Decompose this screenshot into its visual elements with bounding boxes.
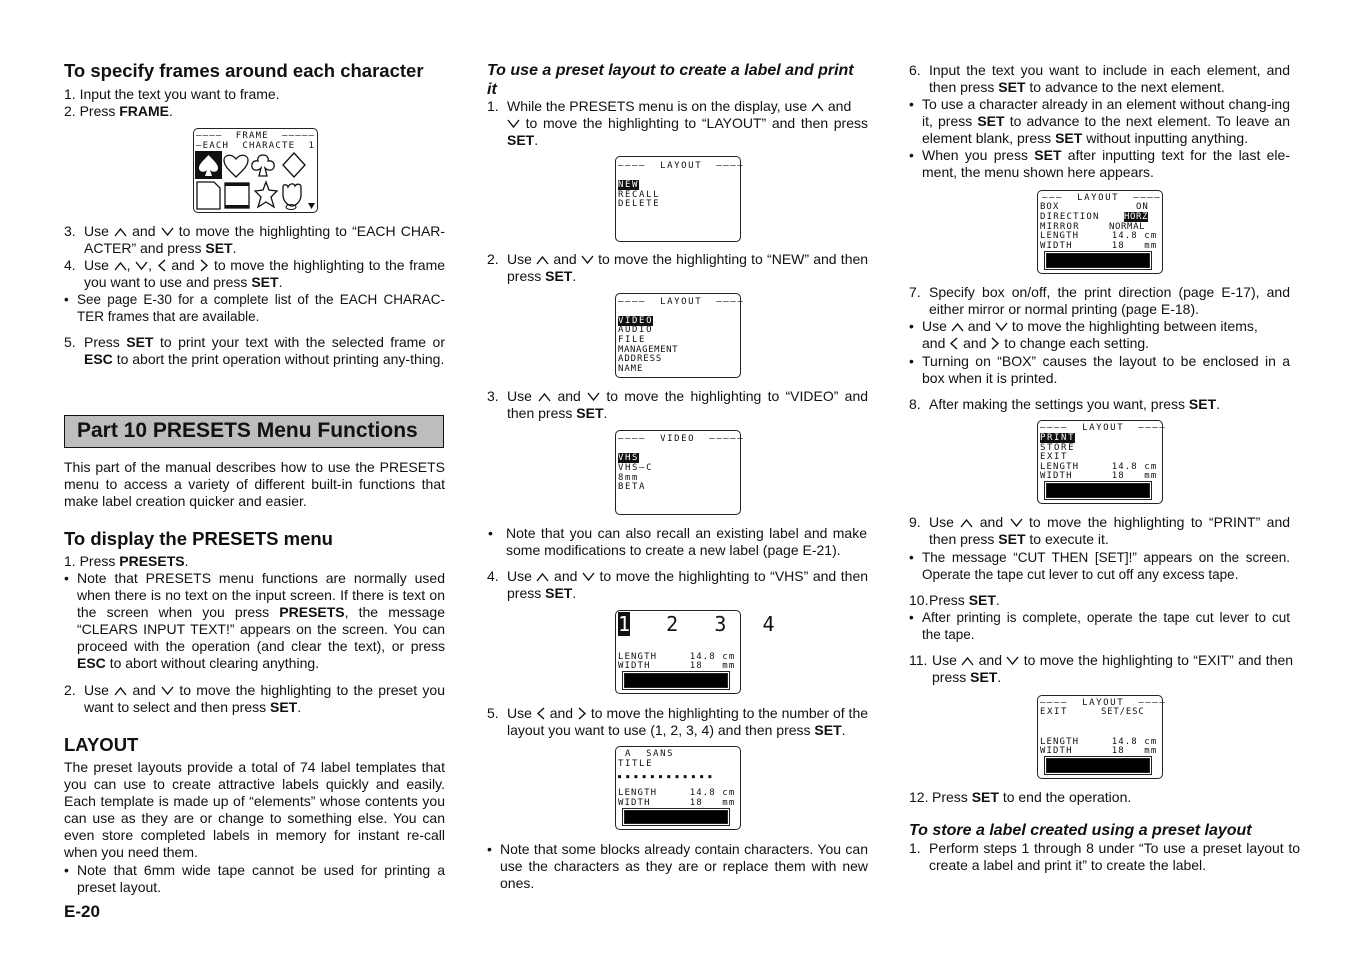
step-10-bullet: • After printing is complete, operate the tape cut lever to cut the tape. [909, 609, 1290, 643]
screen-mirror-value: NORMAL [1109, 222, 1146, 232]
screen-width: WIDTH 18 mm [1040, 471, 1158, 481]
tape-preview-bar [1046, 483, 1150, 498]
up-chevron-icon [536, 571, 549, 583]
screen-direction-label: DIRECTION [1040, 212, 1100, 222]
step-7-bullet-b: • Turning on “BOX” causes the layout to be enclosed in a box when it is printed. [909, 353, 1290, 387]
up-chevron-icon [961, 655, 974, 667]
down-chevron-icon [995, 321, 1008, 333]
display-step-2: 2. Use and to move the highlighting to the preset you want to select and then press SET. [64, 682, 445, 715]
screen-item-management: MANAGEMENT [618, 345, 679, 355]
part-title-box [64, 415, 444, 448]
down-chevron-icon [582, 571, 595, 583]
left-chevron-icon [949, 337, 959, 350]
screen-title: –––– LAYOUT –––– [1040, 698, 1167, 708]
preset-step-5: 5. Use and to move the highlighting to the number of the layout you want to use (1, 2, 3, 4) and then press SET. [487, 705, 869, 738]
layout-heading: LAYOUT [64, 734, 139, 755]
screen-item-video: VIDEO [618, 316, 654, 326]
down-chevron-icon [135, 260, 148, 272]
screen-item-new: NEW [618, 180, 640, 190]
exit-menu-screen [1037, 695, 1167, 779]
screen-item-file: FILE [618, 335, 647, 345]
screen-length: LENGTH 14.8 cm [1040, 737, 1158, 747]
screen-title: ––– LAYOUT –––– [1042, 193, 1162, 203]
screen-item-exit: EXIT [1040, 707, 1069, 717]
screen-item-audio: AUDIO [618, 325, 654, 335]
frames-step-4: 4. Use , , and to move the highlighting to the frame you want to use and press SET. [64, 257, 446, 290]
intro-paragraph: This part of the manual describes how to use the PRESETS menu to access a variety of different built-in functions that make label creation quicker and easier. [64, 459, 445, 509]
screen-item-delete: DELETE [618, 199, 661, 209]
screen-item-vhs-c: VHS–C [618, 463, 654, 473]
screen-item-exit: EXIT [1040, 452, 1069, 462]
frames-step-3: 3. Use and to move the highlighting to “EACH CHAR-ACTER” and press SET. [64, 223, 446, 256]
screen-exit-keys: SET/ESC [1101, 707, 1145, 717]
screen-item-beta: BETA [618, 482, 647, 492]
screen-width: WIDTH 18 mm [1040, 746, 1158, 756]
up-chevron-icon [114, 260, 127, 272]
screen-length: LENGTH 14.8 cm [618, 788, 736, 798]
screen-title: –––– LAYOUT –––– [618, 297, 745, 307]
down-chevron-icon [1006, 655, 1019, 667]
down-chevron-icon [507, 118, 520, 130]
screen-item-address: ADDRESS [618, 354, 663, 364]
screen-item-vhs: VHS [618, 453, 640, 463]
screen-length: LENGTH 14.8 cm [1040, 231, 1158, 241]
frames-step-5: 5. Press SET to print your text with the selected frame or ESC to abort the print operation without printing any-thing. [64, 334, 445, 367]
recall-note-bullet: • Note that you can also recall an existing label and make some modifications to create a new label (page E-21). [487, 525, 867, 559]
page-number: E-20 [64, 902, 100, 921]
step-6-bullet-a: • To use a character already in an element without chang-ing it, press SET to advance to the next element. To leave an element blank, press SET without inputting anything. [909, 96, 1290, 147]
video-layout-screen [615, 430, 745, 515]
screen-font-line: A SANS [618, 749, 675, 759]
screen-width: WIDTH 18 mm [618, 661, 736, 671]
preset-step-10: 10. Press SET. [909, 592, 1000, 608]
store-label-heading: To store a label created using a preset layout [909, 822, 1252, 839]
screen-length: LENGTH 14.8 cm [618, 652, 736, 662]
screen-title-line: TITLE [618, 759, 654, 769]
up-chevron-icon [536, 254, 549, 266]
frames-step-1: 1. Input the text you want to frame. [64, 86, 280, 102]
preset-step-7: 7. Specify box on/off, the print direction (page E-17), and either mirror or normal printing (page E-18). [909, 284, 1290, 317]
preset-step-11: 11. Use and to move the highlighting to “EXIT” and then press SET. [909, 652, 1294, 685]
print-menu-screen [1037, 420, 1167, 504]
layout-settings-screen [1037, 190, 1163, 274]
preset-step-1: 1. While the PRESETS menu is on the display, use and to move the highlighting to “LAYOUT” and then press SET. [487, 98, 869, 148]
left-chevron-icon [536, 707, 546, 720]
frame-selection-screen [193, 128, 318, 213]
screen-mirror-label: MIRROR [1040, 222, 1080, 232]
preset-step-3: 3. Use and to move the highlighting to “VIDEO” and then press SET. [487, 388, 869, 421]
frames-note-bullet: • See page E-30 for a complete list of the EACH CHARAC-TER frames that are available. [64, 291, 445, 325]
screen-width: WIDTH 18 mm [618, 798, 736, 808]
screen-item-8mm: 8mm [618, 473, 640, 483]
frames-step-2: 2. Press FRAME. [64, 103, 173, 119]
screen-dots: ■■■■■■■■■■■■ [618, 774, 717, 780]
down-chevron-icon [1010, 517, 1023, 529]
preset-step-8: 8. After making the settings you want, press SET. [909, 396, 1221, 412]
display-step-1: 1. Press PRESETS. [64, 553, 189, 569]
screen-item-print: PRINT [1040, 433, 1076, 443]
screen-box-value: ON [1136, 202, 1149, 212]
screen-title: –––– LAYOUT –––– [618, 161, 745, 171]
preset-step-4: 4. Use and to move the highlighting to “VHS” and then press SET. [487, 568, 869, 601]
up-chevron-icon [951, 321, 964, 333]
preset-step-2: 2. Use and to move the highlighting to “NEW” and then press SET. [487, 251, 869, 284]
tape-preview-bar [1046, 253, 1150, 268]
store-step-1: 1. Perform steps 1 through 8 under “To use a preset layout to create a label and print it” to create the label. [909, 840, 1300, 873]
display-note-bullet: • Note that PRESETS menu functions are normally used when there is no text on the input screen. If there is text on the screen when you press PRESETS, the message “CLEARS INPUT TEXT!” appears on the screen. You can proceed with the operation (and clear the text), or press ESC to abort without clearing anything. [64, 570, 445, 672]
up-chevron-icon [114, 226, 127, 238]
up-chevron-icon [538, 391, 551, 403]
screen-title: –––– LAYOUT –––– [1040, 423, 1167, 433]
screen-line: –––– FRAME ––––– [196, 131, 316, 141]
preset-layout-heading: To use a preset layout to create a label and print it [487, 62, 854, 98]
tape-preview-bar [624, 810, 728, 824]
layout-note-bullet: • Note that 6mm wide tape cannot be used for printing a preset layout. [64, 862, 445, 896]
frame-shapes-icon [195, 151, 315, 211]
right-chevron-icon [199, 259, 209, 272]
down-chevron-icon [581, 254, 594, 266]
preset-step-9: 9. Use and to move the highlighting to “PRINT” and then press SET to execute it. [909, 514, 1291, 547]
tape-preview-bar [624, 673, 728, 688]
screen-title: –––– VIDEO ––––– [618, 434, 745, 444]
display-heading: To display the PRESETS menu [64, 528, 333, 549]
layout-number-row: 1 2 3 4 [618, 612, 775, 636]
frames-heading: To specify frames around each character [64, 60, 424, 81]
step-6-bullet-b: • When you press SET after inputting text for the last ele-ment, the menu shown here appears. [909, 147, 1290, 181]
up-chevron-icon [811, 101, 824, 113]
screen-width: WIDTH 18 mm [1040, 241, 1158, 251]
screen-line: –EACH CHARACTE 1 [196, 141, 316, 151]
blocks-note-bullet: • Note that some blocks already contain characters. You can use the characters as they are or replace them with new ones. [487, 841, 868, 892]
up-chevron-icon [114, 685, 127, 697]
element-input-screen [615, 746, 741, 830]
screen-item-store: STORE [1040, 443, 1076, 453]
layout-menu-screen [615, 156, 745, 242]
up-chevron-icon [960, 517, 973, 529]
preset-step-6: 6. Input the text you want to include in each element, and then press SET to advance to the next element. [909, 62, 1290, 95]
step-9-bullet: • The message “CUT THEN [SET]!” appears on the screen. Operate the tape cut lever to cut off any excess tape. [909, 549, 1290, 583]
part-title: Part 10 PRESETS Menu Functions [77, 419, 418, 442]
screen-direction-value: HORZ [1124, 212, 1149, 222]
left-chevron-icon [157, 259, 167, 272]
screen-item-name: NAME [618, 364, 644, 374]
screen-box-label: BOX [1040, 202, 1060, 212]
new-layout-category-screen [615, 293, 745, 378]
screen-length: LENGTH 14.8 cm [1040, 462, 1158, 472]
layout-number-screen [615, 610, 775, 694]
down-chevron-icon [161, 226, 174, 238]
preset-step-12: 12. Press SET to end the operation. [909, 789, 1132, 805]
down-chevron-icon [161, 685, 174, 697]
screen-item-recall: RECALL [618, 190, 661, 200]
step-7-bullet-a: • Use and to move the highlighting between items, and and to change each setting. [909, 318, 1290, 352]
tape-preview-bar [1046, 758, 1150, 773]
layout-paragraph: The preset layouts provide a total of 74 label templates that you can use to create attractive labels quickly and easily. Each template is made up of “elements” whose contents you can use as they are or change to something else. You can even store completed labels in memory for instant re-call when you need them. [64, 759, 445, 860]
down-chevron-icon [587, 391, 600, 403]
right-chevron-icon [577, 707, 587, 720]
right-chevron-icon [990, 337, 1000, 350]
